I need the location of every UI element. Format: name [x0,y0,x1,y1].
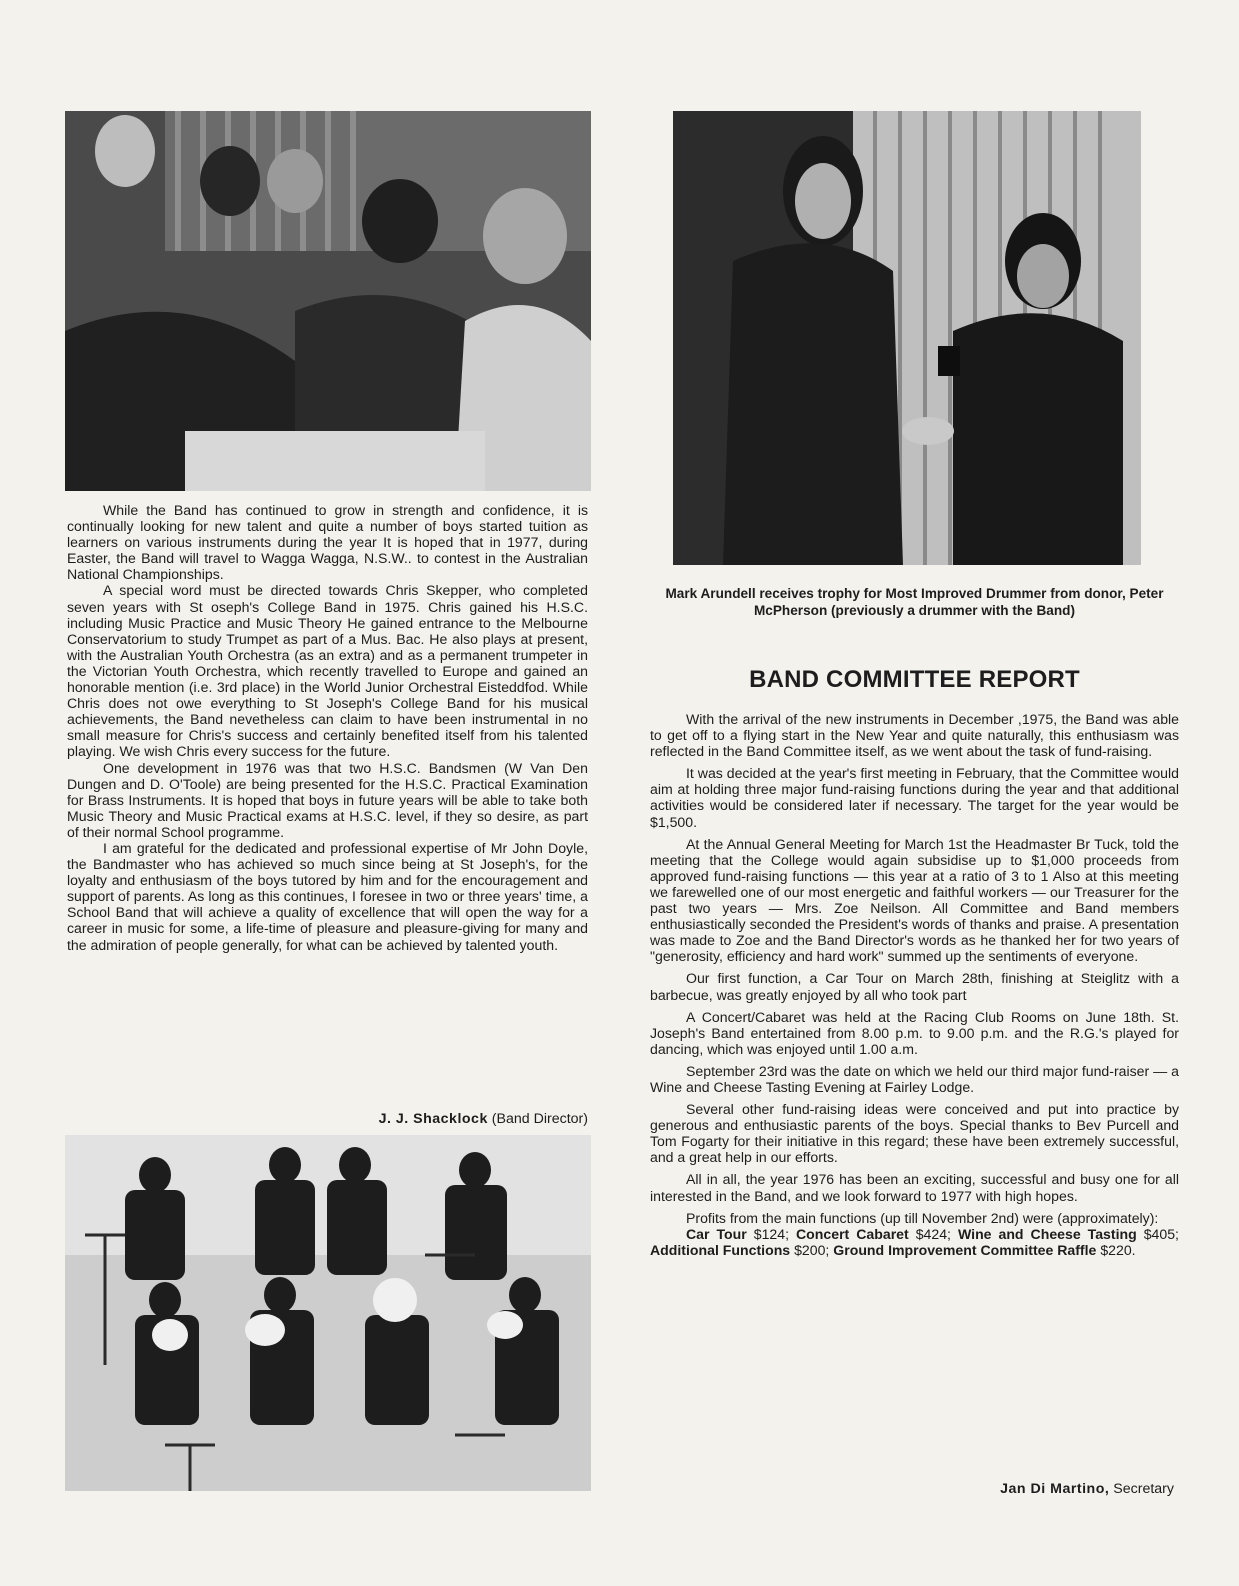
left-column-text [67,502,588,953]
secretary-signoff [650,1481,1174,1497]
profits-list [650,1226,1179,1258]
profit-name: Ground Improvement Committee Raffle [833,1241,1097,1258]
signoff-role: Secretary [1113,1481,1174,1497]
paragraph: I am grateful for the dedicated and professional expertise of Mr John Doyle, the Bandmaster who has achieved so much since being at St Joseph's, for the loyalty and enthusiasm of the boys tutored by him and for the encouragement and support of parents. As long as this continues, I foresee in two or three years' time, a School Band that will achieve a quality of excellence that will open the way for a career in music for some, a life-time of pleasure and pleasure-giving for many and the admiration of people generally, for what can be achieved by talented youth. [67,839,588,953]
paragraph: All in all, the year 1976 has been an exciting, successful and busy one for all interested in the Band, and we look forward to 1977 with high hopes. [650,1171,1179,1204]
trophy-presentation-photo [673,111,1141,565]
paragraph: Our first function, a Car Tour on March 28th, finishing at Steiglitz with a barbecue, was greatly enjoyed by all who took part [650,970,1179,1003]
photo-caption: Mark Arundell receives trophy for Most Improved Drummer from donor, Peter McPherson (previously a drummer with the Band) [665,586,1164,618]
paragraph: Profits from the main functions (up till November 2nd) were (approximately): [686,1209,1159,1226]
band-function-photo [65,111,591,491]
paragraph: September 23rd was the date on which we held our third major fund-raiser — a Wine and Cheese Tasting Evening at Fairley Lodge. [650,1062,1179,1095]
right-column-text [650,711,1179,1258]
profit-name: Additional Functions [650,1241,791,1258]
profit-amount: $200; [794,1241,830,1258]
profit-amount: $124; [753,1225,790,1242]
profit-name: Wine and Cheese Tasting [957,1225,1137,1242]
signoff-name: J. J. Shacklock [378,1111,488,1127]
section-heading: BAND COMMITTEE REPORT [749,666,1080,693]
signoff-role: (Band Director) [491,1111,588,1127]
profit-name: Car Tour [686,1225,747,1242]
profit-amount: $220. [1100,1241,1136,1258]
paragraph: A Concert/Cabaret was held at the Racing Club Rooms on June 18th. St. Joseph's Band entertained from 8.00 p.m. to 9.00 p.m. and the R.G.'s played for dancing, which was enjoyed until 1.00 a.m. [650,1008,1179,1057]
paragraph: With the arrival of the new instruments in December ,1975, the Band was able to get off to a flying start in the New Year and quite naturally, this enthusiasm was reflected in the Band Committee itself, as we went about the task of fund-raising. [650,711,1179,760]
paragraph: A special word must be directed towards Chris Skepper, who completed seven years with St oseph's College Band in 1975. Chris gained his H.S.C. including Music Practice and Music Theory He gained entrance to the Melbourne Conservatorium to study Trumpet as part of a Mus. Bac. He also plays at present, with the Australian Youth Orchestra (as an extra) and as a permanent trumpeter in the Victorian Youth Orchestra, which recently travelled to Europe and gained an honorable mention (i.e. 3rd place) in the World Junior Orchestral Eisteddfod. While Chris does not owe everything to St Joseph's College Band for his musical achievements, the Band nevetheless can claim to have been instrumental in no small measure for Chris's success and certainly benefited itself from his talented playing. We wish Chris every success for the future. [67,582,588,760]
band-performing-photo [65,1135,591,1491]
paragraph: At the Annual General Meeting for March 1st the Headmaster Br Tuck, told the meeting that the College would again subsidise up to $1,000 proceeds from approved fund-raising functions — this year at a ratio of 3 to 1 Also at this meeting we farewelled one of our most energetic and faithful workers — our Treasurer for the past two years — Mrs. Zoe Neilson. All Committee and Band members enthusiastically seconded the President's words of thanks and praise. A presentation was made to Zoe and the Band Director's words as he thanked her for two years of "generosity, efficiency and hard work" summed up the sentiments of everyone. [650,835,1179,965]
band-director-signoff [67,1111,588,1127]
profit-amount: $405; [1143,1225,1179,1242]
paragraph: Several other fund-raising ideas were conceived and put into practice by generous and enthusiastic parents of the boys. Special thanks to Bev Purcell and Tom Fogarty for their initiative in this regard; these have been extremely successful, and a great help in our efforts. [650,1101,1179,1166]
paragraph: While the Band has continued to grow in strength and confidence, it is continually looking for new talent and quite a number of boys started tuition as learners on various instruments during the year It is hoped that in 1977, during Easter, the Band will travel to Wagga Wagga, N.S.W.. to contest in the Australian National Championships. [67,502,588,583]
profit-amount: $424; [915,1225,951,1242]
paragraph: One development in 1976 was that two H.S.C. Bandsmen (W Van Den Dungen and D. O'Toole) are being presented for the H.S.C. Practical Examination for Brass Instruments. It is hoped that boys in future years will be able to take both Music Theory and Music Practical exams at H.S.C. level, if they so desire, as part of their normal School programme. [67,759,588,840]
profit-name: Concert Cabaret [796,1225,909,1242]
paragraph: It was decided at the year's first meeting in February, that the Committee would aim at holding three major fund-raising functions during the year and that additional activities would be considered later if necessary. The target for the year would be $1,500. [650,765,1179,830]
signoff-name: Jan Di Martino, [1000,1481,1110,1497]
